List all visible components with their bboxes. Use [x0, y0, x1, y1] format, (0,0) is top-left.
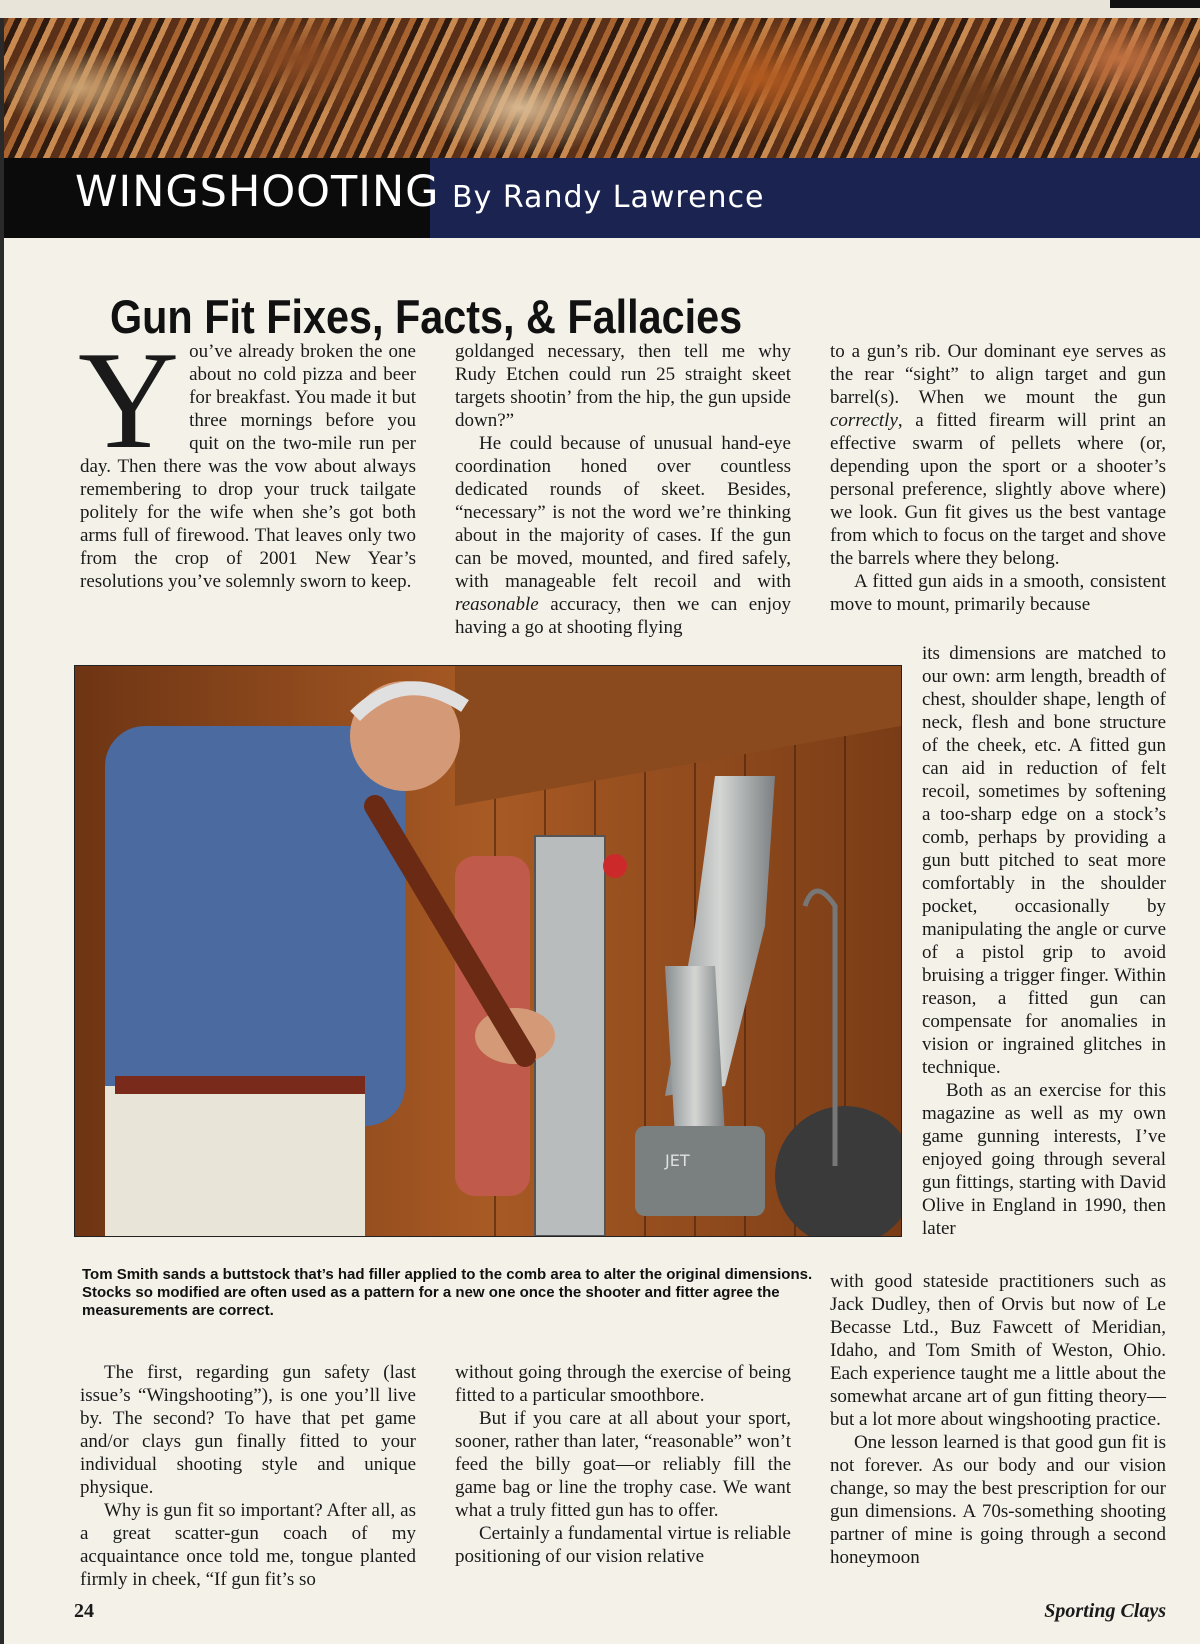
- magazine-name: Sporting Clays: [1044, 1600, 1166, 1622]
- page-top-edge: [0, 0, 1200, 18]
- paragraph: Both as an exercise for this magazine as well as my own game gunning interests, I’ve enjoyed going through several gun fittings, starting with David Olive in England in 1990, then later: [922, 1080, 1166, 1239]
- feather-banner-image: [0, 18, 1200, 158]
- paragraph: Certainly a fundamental virtue is reliable positioning of our vision relative: [455, 1523, 791, 1567]
- byline: By Randy Lawrence: [452, 180, 765, 215]
- paragraph: to a gun’s rib. Our dominant eye serves as the rear “sight” to align target and gun barrel(s). When we mount the gun correctly, a fitted firearm will print an effective swarm of pellets where (or, depending upon the sport or a shooter’s personal preference, slightly above where) we look. Gun fit gives us the best vantage from which to focus on the target and shove the barrels where they belong.: [830, 341, 1166, 569]
- machine-label: JET: [665, 1151, 690, 1170]
- paragraph: He could because of unusual hand-eye coordination honed over countless dedicated rounds of skeet. Besides, “necessary” is not the word we’re thinking about in the majority of cases. If the gun can be moved, mounted, and fired safely, with manageable felt recoil and with reasonable accuracy, then we can enjoy having a go at shooting flying: [455, 433, 791, 638]
- column-1-bottom: [80, 1361, 416, 1591]
- top-edge-mark: [1110, 0, 1200, 8]
- column-1-top: [78, 323, 416, 593]
- paragraph: But if you care at all about your sport, sooner, rather than later, “reasonable” won’t feed the billy goat—or reliably fill the game bag or line the trophy case. We want what a truly fitted gun has to offer.: [455, 1408, 791, 1521]
- column-2-top: [455, 340, 791, 639]
- paragraph: The first, regarding gun safety (last issue’s “Wingshooting”), is one you’ll live by. The second? To have that pet game and/or clays gun finally fitted to your individual shooting style and unique physique.: [80, 1362, 416, 1498]
- column-3-lower: [830, 1270, 1166, 1569]
- opening-text: ou’ve already broken the one about no cold pizza and beer for breakfast. You made it but three mornings before you quit on the two-mile run per day. Then there was the vow about always remembering to drop your truck tailgate politely for the wife when she’s got both arms full of firewood. That leaves only two from the crop of 2001 New Year’s resolutions you’ve solemnly sworn to keep.: [80, 341, 416, 592]
- section-label: WINGSHOOTING: [75, 167, 440, 217]
- column-2-bottom: [455, 1361, 791, 1568]
- page-number: 24: [74, 1600, 94, 1622]
- article-title: Gun Fit Fixes, Facts, & Fallacies: [110, 290, 743, 344]
- column-3-narrow: [922, 642, 1166, 1240]
- photo-caption: Tom Smith sands a buttstock that’s had filler applied to the comb area to alter the original dimensions. Stocks so modified are often used as a pattern for a new one once the shooter and fitter agree the measurements are correct.: [82, 1266, 813, 1319]
- workshop-photo: [74, 665, 902, 1237]
- opening-paragraph: [78, 323, 416, 593]
- paragraph-continued: with good stateside practitioners such as Jack Dudley, then of Orvis but now of Le Becasse Ltd., Buz Fawcett of Meridian, Idaho, and Tom Smith of Weston, Ohio. Each experience taught me a little about the somewhat arcane art of gun fitting theory—but a lot more about wingshooting practice.: [830, 1271, 1166, 1430]
- paragraph: goldanged necessary, then tell me why Rudy Etchen could run 25 straight skeet targets shootin’ from the hip, the gun upside down?”: [455, 341, 791, 431]
- column-3-upper: [830, 340, 1166, 616]
- paragraph: A fitted gun aids in a smooth, consistent move to mount, primarily because: [830, 571, 1166, 615]
- paragraph: One lesson learned is that good gun fit is not forever. As our body and our vision change, so may the best prescription for our gun dimensions. A 70s-something shooting partner of mine is going through a second honeymoon: [830, 1432, 1166, 1568]
- paragraph: Why is gun fit so important? After all, as a great scatter-gun coach of my acquaintance once told me, tongue planted firmly in cheek, “If gun fit’s so: [80, 1500, 416, 1590]
- paragraph: without going through the exercise of being fitted to a particular smoothbore.: [455, 1362, 791, 1406]
- left-page-rule: [0, 18, 4, 1644]
- workshop-illustration: [75, 666, 901, 1236]
- paragraph-continued: its dimensions are matched to our own: arm length, breadth of chest, shoulder shape, length of neck, flesh and bone structure of the cheek, etc. A fitted gun can aid in reduction of felt recoil, sometimes by softening a too-sharp edge on a stock’s comb, perhaps by providing a gun butt pitched to seat more comfortably in the shoulder pocket, occasionally by manipulating the angle or curve of a pistol grip to avoid bruising a trigger finger. Within reason, a fitted gun can compensate for anomalies in vision or ingrained glitches in technique.: [922, 643, 1166, 1078]
- drop-cap: Y: [78, 323, 180, 478]
